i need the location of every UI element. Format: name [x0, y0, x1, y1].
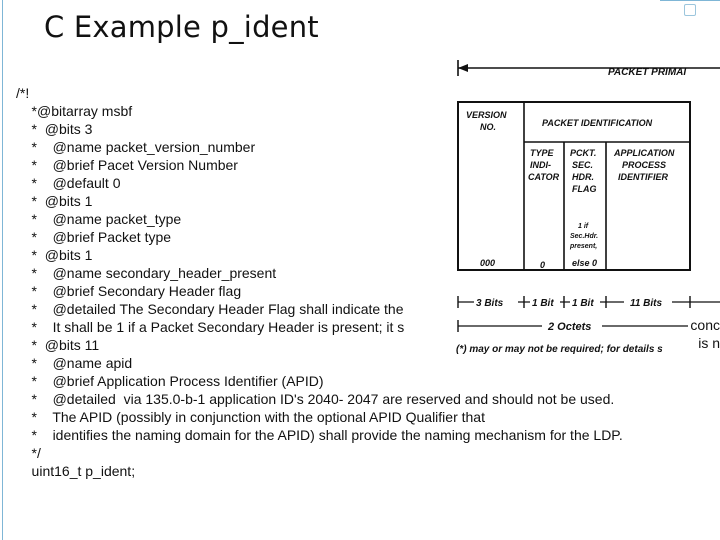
- packet-identification-label: PACKET IDENTIFICATION: [542, 118, 653, 128]
- type-label: CATOR: [528, 172, 560, 182]
- octets-label: 2 Octets: [548, 321, 592, 333]
- code-line: * @brief Pacet Version Number: [16, 157, 238, 173]
- code-line: * It shall be 1 if a Packet Secondary Header is present; it s: [16, 319, 405, 335]
- header-arrowhead-icon: [458, 64, 468, 72]
- flag-note: 1 if: [578, 223, 589, 230]
- sec-hdr-flag-label: SEC.: [572, 160, 594, 170]
- code-line: * @default 0: [16, 175, 121, 191]
- code-line: *@bitarray msbf: [16, 103, 133, 119]
- code-line: * identifies the naming domain for the APID) shall provide the naming mechanism for the LDP.: [16, 427, 623, 443]
- code-line: * @bits 3: [16, 121, 93, 137]
- code-line: * @bits 1: [16, 193, 93, 209]
- apid-label: IDENTIFIER: [618, 172, 669, 182]
- left-accent-rule: [2, 0, 3, 540]
- header-label: PACKET PRIMAI: [608, 67, 687, 78]
- code-line: * @brief Packet type: [16, 229, 172, 245]
- code-line: */: [16, 445, 41, 461]
- code-line: * @brief Application Process Identifier (APID): [16, 373, 324, 389]
- sec-hdr-flag-label: FLAG: [572, 184, 597, 194]
- overflow-text-fragment: is n: [698, 335, 720, 351]
- overflow-text-fragment: conc: [690, 317, 720, 333]
- version-label: NO.: [480, 122, 497, 132]
- code-line: * @detailed The Secondary Header Flag shall indicate the: [16, 301, 404, 317]
- flag-note: else 0: [572, 258, 598, 268]
- sec-hdr-flag-label: PCKT.: [570, 148, 597, 158]
- packet-header-diagram: [424, 56, 720, 368]
- code-line: /*!: [16, 85, 30, 101]
- code-line: * @name packet_version_number: [16, 139, 256, 155]
- sec-hdr-flag-label: HDR.: [572, 172, 594, 182]
- code-line: * @bits 1: [16, 247, 93, 263]
- slide-title: C Example p_ident: [44, 10, 319, 44]
- bits-version: 3 Bits: [476, 298, 504, 309]
- type-label: INDI-: [530, 160, 551, 170]
- apid-label: APPLICATION: [614, 148, 675, 158]
- code-line: * @bits 11: [16, 337, 100, 353]
- code-line: * @name secondary_header_present: [16, 265, 277, 281]
- version-label: VERSION: [466, 110, 507, 120]
- version-value: 000: [480, 258, 496, 268]
- code-line: * @brief Secondary Header flag: [16, 283, 242, 299]
- top-accent-rule: [660, 0, 720, 1]
- apid-label: PROCESS: [622, 160, 667, 170]
- code-line: * @name apid: [16, 355, 133, 371]
- corner-decoration-icon: [684, 4, 696, 16]
- bits-apid: 11 Bits: [630, 298, 663, 309]
- code-line: * The APID (possibly in conjunction with the optional APID Qualifier that: [16, 409, 485, 425]
- packet-header-diagram-svg: [424, 56, 720, 368]
- flag-note: Sec.Hdr.: [570, 233, 599, 240]
- code-line: * @name packet_type: [16, 211, 182, 227]
- bits-type: 1 Bit: [532, 298, 554, 309]
- flag-note: present,: [570, 243, 598, 250]
- code-line: uint16_t p_ident;: [16, 463, 136, 479]
- type-label: TYPE: [530, 148, 554, 158]
- type-value: 0: [540, 260, 546, 270]
- bits-flag: 1 Bit: [572, 298, 594, 309]
- footnote: (*) may or may not be required; for details s: [456, 344, 663, 355]
- code-line: * @detailed via 135.0-b-1 application ID's 2040- 2047 are reserved and should not be used.: [16, 391, 615, 407]
